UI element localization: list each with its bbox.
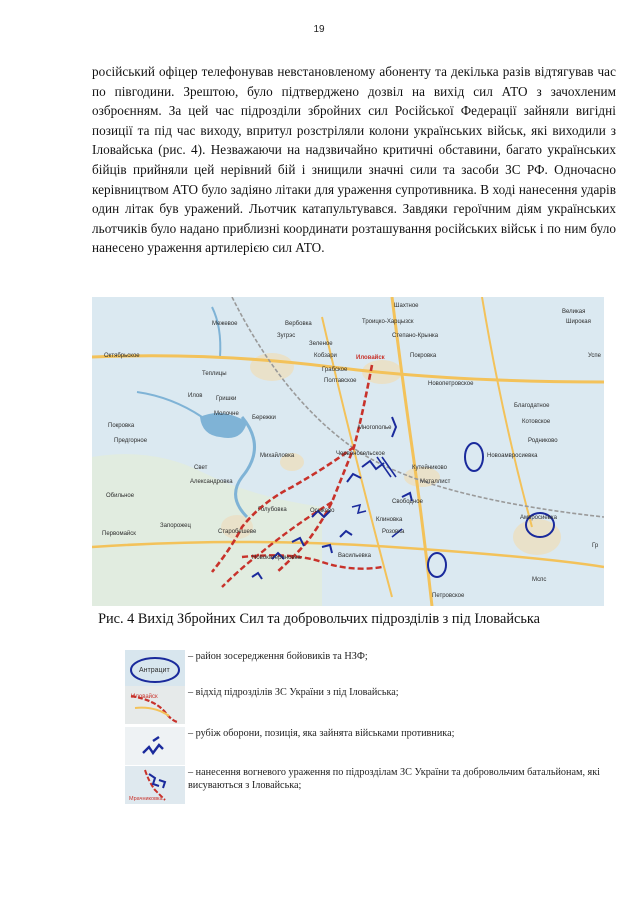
map-label: Александровка: [190, 479, 233, 485]
map-label: Амвросиевка: [520, 515, 557, 521]
map-label: Шахтное: [394, 303, 419, 309]
map-label: Васильевка: [338, 553, 371, 559]
map-label: Широкая: [566, 319, 591, 325]
map-label: Старобешеве: [218, 529, 257, 535]
map-label: Грабское: [322, 367, 348, 373]
map-label: Гр: [592, 543, 599, 549]
map-label: Мспс: [532, 577, 547, 583]
map-label: Кутейниково: [412, 465, 448, 471]
map-label: Благодатное: [514, 403, 550, 409]
map-label: Великая: [562, 309, 586, 315]
map-label: Гришки: [216, 396, 237, 402]
map-label-ilovaisk: Иловайск: [356, 355, 385, 361]
map-label: Бережки: [252, 415, 276, 421]
legend-thumb-fire-strike: [125, 766, 185, 804]
map-label: Теплицы: [202, 371, 227, 377]
map-image: [92, 297, 604, 606]
map-label: Новокатериновка: [252, 555, 301, 561]
map-label: Голубовка: [258, 507, 287, 513]
legend-item-enemy-line: [125, 727, 605, 767]
map-label: Успе: [588, 353, 601, 359]
map-label: Котовское: [522, 419, 551, 425]
map-label: Клиновка: [376, 517, 403, 523]
legend-item-militant-area: [125, 650, 605, 690]
map-label: Родниково: [528, 438, 558, 444]
map-label: Молочне: [214, 411, 239, 417]
map-label: Зугрэс: [277, 333, 296, 339]
legend-thumb-label: Иловайск: [131, 694, 158, 700]
map-label: Запорожец: [160, 523, 191, 529]
legend-thumb-withdrawal: [125, 686, 185, 724]
map-label: Покровка: [410, 353, 437, 359]
map-label: Предгорное: [114, 438, 148, 444]
map-label: Новопетровское: [428, 381, 474, 387]
map-label: Степано-Крынка: [392, 333, 439, 339]
legend-text-fire-strike: – нанесення вогневого ураження по підрозділам ЗС України та добровольчим батальйонам, які висуваються з Іловайська;: [188, 767, 601, 791]
map-label: Илов: [188, 393, 203, 399]
legend-item-fire-strike: [125, 766, 605, 806]
map-label: Октябрьское: [104, 353, 140, 359]
map-label: Полтавское: [324, 378, 357, 384]
map-label: Свет: [194, 465, 208, 471]
legend-thumb-enemy-line: [125, 727, 185, 765]
legend-thumb-label: Мрачниковка: [129, 796, 163, 802]
map-label: Петровское: [432, 593, 465, 599]
figure-map: [92, 297, 604, 606]
map-label: Покровка: [108, 423, 135, 429]
map-label: Металлист: [420, 479, 451, 485]
figure-caption: Рис. 4 Вихід Збройних Сил та добровольчих підрозділів з під Іловайська: [98, 611, 540, 627]
map-label: Новоамвросиевка: [487, 453, 538, 459]
map-label: Первомайск: [102, 531, 136, 537]
legend-item-withdrawal: [125, 686, 605, 726]
map-label: Михайловка: [260, 453, 295, 459]
body-paragraph: російський офіцер телефонував невстановленому абоненту та декілька разів відтягував час по півгодини. Зрештою, було підтверджено дозвіл на вихід сил АТО з зачохленим озброєнням. За цей час підрозділи збройних сил Російської Федерації зайняли вигідні позиції та під час виходу, впритул розстріляли колони українських військ, які виходили з Іловайська (рис. 4). Незважаючи на надзвичайно критичні обставини, багато українських бійців прийняли цей нерівний бій і знищили значні сили та засоби ЗС РФ. Одночасно керівництвом АТО було задіяно літаки для ураження супротивника. В ході нанесення ударів один літак був уражений. Льотчик катапультувався. Завдяки героїчним діям українських льотчиків було надано приблизні координати розташування російських військ і по ним було нанесено ураження артилерією сил АТО.: [92, 64, 616, 256]
map-label: Кобзари: [314, 353, 337, 359]
legend-text-enemy-line: – рубіж оборони, позиція, яка зайнята військами противника;: [188, 728, 455, 739]
map-label: Межевое: [212, 321, 238, 327]
map-label: Обильное: [106, 493, 135, 499]
legend-text-militant-area: – район зосередження бойовиків та НЗФ;: [188, 651, 368, 662]
map-label: Многополье: [358, 425, 392, 431]
map-label: Вербовка: [285, 321, 312, 327]
legend-text-withdrawal: – відхід підрозділів ЗС України з під Іловайська;: [188, 687, 399, 698]
legend-thumb-label: Антрацит: [139, 667, 170, 674]
map-label: Осыково: [310, 508, 335, 514]
map-label: Свободное: [392, 499, 423, 505]
map-label: Розовка: [382, 529, 405, 535]
map-label: Червоносельское: [336, 451, 385, 457]
legend-thumb-militant-area: [125, 650, 185, 688]
map-label: Зеленое: [309, 341, 333, 347]
map-label: Троицко-Харцызск: [362, 319, 414, 325]
page-number: 19: [313, 24, 325, 35]
